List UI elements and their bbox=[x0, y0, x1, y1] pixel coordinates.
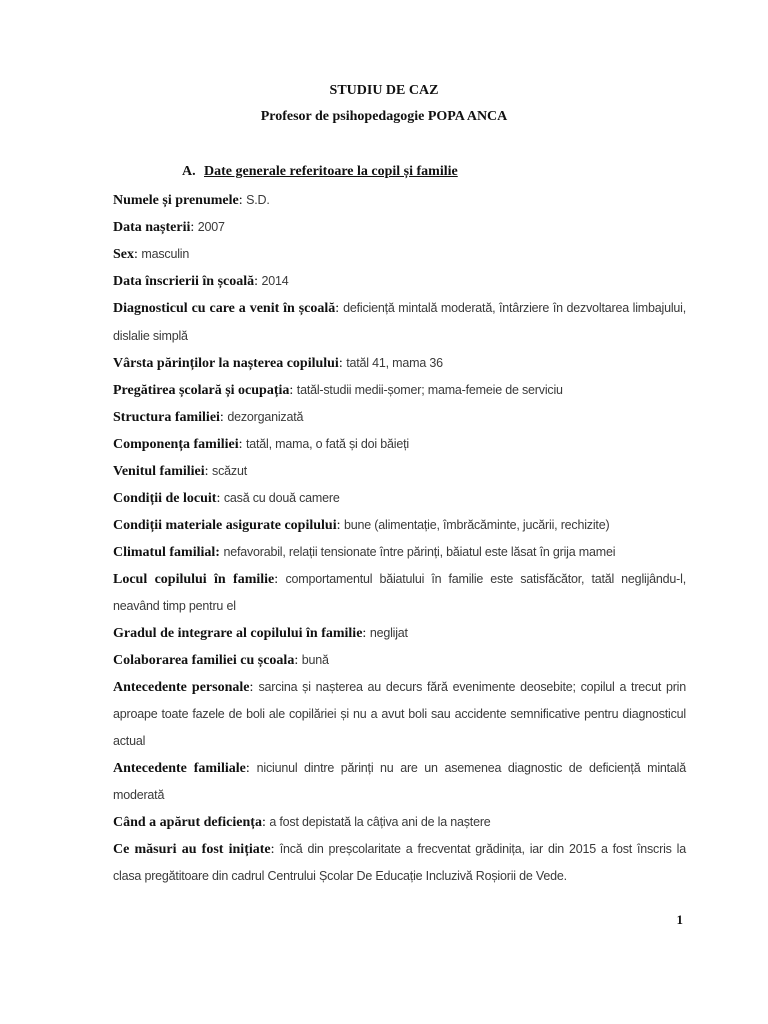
field-personal-history bbox=[113, 674, 686, 755]
document-subtitle: Profesor de psihopedagogie POPA ANCA bbox=[260, 109, 508, 124]
field-label: Pregătirea școlară și ocupația bbox=[113, 383, 290, 398]
field-value: 2014 bbox=[261, 274, 289, 288]
field-value: 2007 bbox=[197, 220, 225, 234]
field-separator: : bbox=[134, 247, 142, 262]
field-value: bună bbox=[301, 653, 329, 667]
field-value: S.D. bbox=[246, 193, 270, 207]
field-label: Data nașterii bbox=[113, 220, 191, 235]
document-title: STUDIU DE CAZ bbox=[329, 83, 439, 98]
field-separator: : bbox=[362, 626, 370, 641]
field-separator: : bbox=[216, 491, 224, 506]
field-value: scăzut bbox=[212, 464, 247, 478]
field-child-place bbox=[113, 566, 686, 620]
field-label: Numele și prenumele bbox=[113, 193, 239, 208]
field-label: Venitul familiei bbox=[113, 464, 205, 479]
field-family-income bbox=[113, 458, 686, 485]
field-value: tatăl-studii medii-șomer; mama-femeie de serviciu bbox=[296, 383, 563, 397]
field-label: Data înscrierii în școală bbox=[113, 274, 255, 289]
field-value: niciunul dintre părinți nu are un asemenea diagnostic de deficiență mintală moderată bbox=[113, 761, 686, 802]
field-label: Vârsta părinților la nașterea copilului bbox=[113, 356, 339, 371]
field-label: Gradul de integrare al copilului în familie bbox=[113, 626, 363, 641]
field-family-history bbox=[113, 755, 686, 809]
field-family-structure bbox=[113, 404, 686, 431]
field-separator: : bbox=[336, 518, 344, 533]
field-value: nefavorabil, relații tensionate între părinți, băiatul este lăsat în grija mamei bbox=[223, 545, 616, 559]
field-label: Climatul familial: bbox=[113, 545, 220, 560]
section-number: A. bbox=[182, 164, 196, 179]
field-name bbox=[113, 187, 686, 214]
section-heading-text: Date generale referitoare la copil și familie bbox=[204, 164, 458, 179]
field-label: Structura familiei bbox=[113, 410, 220, 425]
field-family-composition bbox=[113, 431, 686, 458]
field-enrollment-date bbox=[113, 268, 686, 295]
field-separator: : bbox=[338, 356, 347, 371]
field-label: Antecedente personale bbox=[113, 680, 250, 695]
field-separator: : bbox=[219, 410, 228, 425]
field-label: Condiții materiale asigurate copilului bbox=[113, 518, 337, 533]
field-birth-date bbox=[113, 214, 686, 241]
field-family-climate bbox=[113, 539, 686, 566]
field-value: masculin bbox=[141, 247, 190, 261]
field-value: comportamentul băiatului în familie este satisfăcător, tatăl neglijându-l, neavând timp pentru el bbox=[113, 572, 686, 613]
field-school-collaboration bbox=[113, 647, 686, 674]
field-separator: : bbox=[190, 220, 198, 235]
field-label: Sex bbox=[113, 247, 134, 262]
field-separator: : bbox=[238, 437, 246, 452]
field-value: sarcina și nașterea au decurs fără evenimente deosebite; copilul a trecut prin aproape toate fazele de boli ale copilăriei și nu a avut boli sau accidente semnificative pentru diagnosticul actual bbox=[113, 680, 687, 748]
field-value: dezorganizată bbox=[227, 410, 304, 424]
field-value: încă din preșcolaritate a frecventat grădinița, iar din 2015 a fost înscris la clasa pregătitoare din cadrul Centrului Școlar De Educație Incluzivă Roșiorii de Vede. bbox=[113, 842, 686, 883]
field-deficiency-onset bbox=[113, 809, 686, 836]
field-measures-initiated bbox=[113, 836, 686, 890]
field-value: neglijat bbox=[369, 626, 408, 640]
field-separator: : bbox=[289, 383, 297, 398]
field-label: Condiții de locuit bbox=[113, 491, 217, 506]
field-value: tatăl 41, mama 36 bbox=[346, 356, 443, 370]
field-parents-education bbox=[113, 377, 686, 404]
field-list bbox=[113, 187, 686, 890]
field-separator: : bbox=[204, 464, 213, 479]
section-heading bbox=[182, 163, 458, 181]
field-separator: : bbox=[245, 761, 257, 776]
field-living-conditions bbox=[113, 485, 686, 512]
field-value: bune (alimentație, îmbrăcăminte, jucării, rechizite) bbox=[344, 518, 610, 532]
field-value: casă cu două camere bbox=[223, 491, 340, 505]
field-label: Colaborarea familiei cu școala bbox=[113, 653, 295, 668]
field-integration-degree bbox=[113, 620, 686, 647]
field-value: tatăl, mama, o fată și doi băieți bbox=[246, 437, 409, 451]
page-number: 1 bbox=[676, 912, 683, 927]
field-separator: : bbox=[261, 815, 270, 830]
field-label: Componența familiei bbox=[113, 437, 239, 452]
field-label: Când a apărut deficiența bbox=[113, 815, 262, 830]
field-separator: : bbox=[249, 680, 259, 695]
field-parents-age bbox=[113, 350, 686, 377]
field-diagnosis bbox=[113, 295, 686, 350]
field-value: deficiență mintală moderată, întârziere în dezvoltarea limbajului, dislalie simplă bbox=[113, 301, 687, 343]
field-value: a fost depistată la câțiva ani de la naștere bbox=[269, 815, 491, 829]
field-separator: : bbox=[270, 842, 280, 857]
field-label: Ce măsuri au fost inițiate bbox=[113, 842, 271, 857]
field-separator: : bbox=[294, 653, 302, 668]
field-material-conditions bbox=[113, 512, 686, 539]
field-label: Diagnosticul cu care a venit în școală bbox=[113, 301, 336, 316]
field-separator: : bbox=[254, 274, 262, 289]
field-label: Locul copilului în familie bbox=[113, 572, 275, 587]
field-separator: : bbox=[335, 301, 344, 316]
field-sex bbox=[113, 241, 686, 268]
field-separator: : bbox=[274, 572, 286, 587]
field-label: Antecedente familiale bbox=[113, 761, 246, 776]
field-separator: : bbox=[238, 193, 247, 208]
